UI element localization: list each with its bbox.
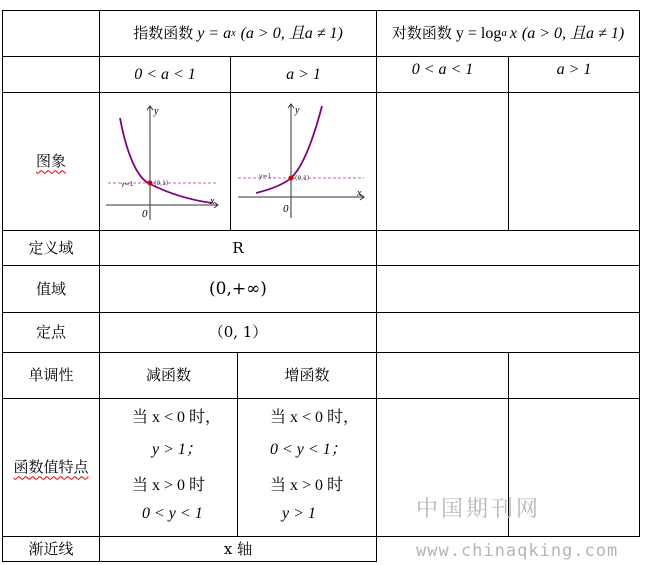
log-header-base: a xyxy=(501,27,507,40)
grid-line xyxy=(639,10,640,537)
log-case-lt1: 0 < a < 1 xyxy=(411,60,474,78)
feature-gt1-line2: 0 < y < 1； xyxy=(270,441,347,458)
feature-lt1-line2: y > 1； xyxy=(152,441,202,458)
y-axis-label: y xyxy=(154,106,159,117)
watermark-url: www.chinaqking.com xyxy=(416,541,619,561)
image-label xyxy=(3,93,99,230)
feature-lt1-line3: 当 x > 0 时 xyxy=(132,477,206,494)
graph-increasing xyxy=(236,100,368,224)
exp-header-exponent: x xyxy=(231,28,236,39)
feature-gt1-line3: 当 x > 0 时 xyxy=(270,477,344,494)
log-case-gt1: a > 1 xyxy=(556,60,592,78)
log-header-formula: y = log xyxy=(455,24,502,42)
fixed-point-dot xyxy=(148,181,153,186)
graph-decreasing xyxy=(102,100,226,224)
feature-lt1-cell xyxy=(100,399,237,536)
exp-header-prefix: 指数函数 xyxy=(133,24,194,43)
asymptote-label: 渐近线 xyxy=(28,539,74,558)
image-label-text: 图象 xyxy=(35,152,66,171)
feature-label xyxy=(3,399,99,536)
fixed-point-dot xyxy=(289,176,294,181)
feature-lt1-line4: 0 < y < 1 xyxy=(142,505,203,522)
x-axis-label: x xyxy=(357,188,362,199)
fixed-point-value: （0, 1） xyxy=(208,323,268,342)
case-gt1: a > 1 xyxy=(286,65,321,83)
log-function-header xyxy=(377,11,639,56)
exp-function-header xyxy=(100,11,376,56)
case-lt1: 0 < a < 1 xyxy=(134,65,196,83)
monotonic-gt1: 增函数 xyxy=(284,366,330,385)
log-header-prefix: 对数函数 xyxy=(391,24,452,43)
feature-gt1-line1: 当 x < 0 时， xyxy=(270,409,360,426)
domain-label: 定义域 xyxy=(28,238,74,257)
origin-label: 0 xyxy=(142,208,148,220)
log-header-condition: (a > 0, 且a ≠ 1) xyxy=(521,24,625,42)
monotonic-lt1: 减函数 xyxy=(145,366,191,385)
grid-line xyxy=(376,10,377,562)
log-header-var: x xyxy=(509,24,517,42)
range-label: 值域 xyxy=(35,279,66,298)
point-label: (0,1) xyxy=(295,175,310,182)
fixed-point-label: 定点 xyxy=(35,323,66,342)
point-label: (0,1) xyxy=(154,180,169,187)
feature-gt1-line4: y > 1 xyxy=(282,505,316,522)
y1-label: y=1 xyxy=(259,173,272,180)
feature-gt1-cell xyxy=(238,399,376,536)
decreasing-curve xyxy=(120,118,212,203)
domain-value: R xyxy=(232,238,244,257)
exp-header-formula: y = a xyxy=(197,24,232,42)
grid-line xyxy=(2,561,377,562)
x-axis-label: x xyxy=(210,196,215,207)
exp-header-condition: (a > 0, 且a ≠ 1) xyxy=(240,24,343,42)
watermark-cn: 中国期刊网 xyxy=(416,497,542,522)
origin-label: 0 xyxy=(283,203,289,215)
range-value: (0,+∞) xyxy=(209,278,267,299)
asymptote-value: x 轴 xyxy=(223,539,253,558)
monotonic-label: 单调性 xyxy=(28,366,74,385)
feature-lt1-line1: 当 x < 0 时， xyxy=(132,409,222,426)
feature-label-text: 函数值特点 xyxy=(13,458,89,477)
y-axis-label: y xyxy=(295,105,300,116)
y1-label: y=1 xyxy=(121,181,134,188)
